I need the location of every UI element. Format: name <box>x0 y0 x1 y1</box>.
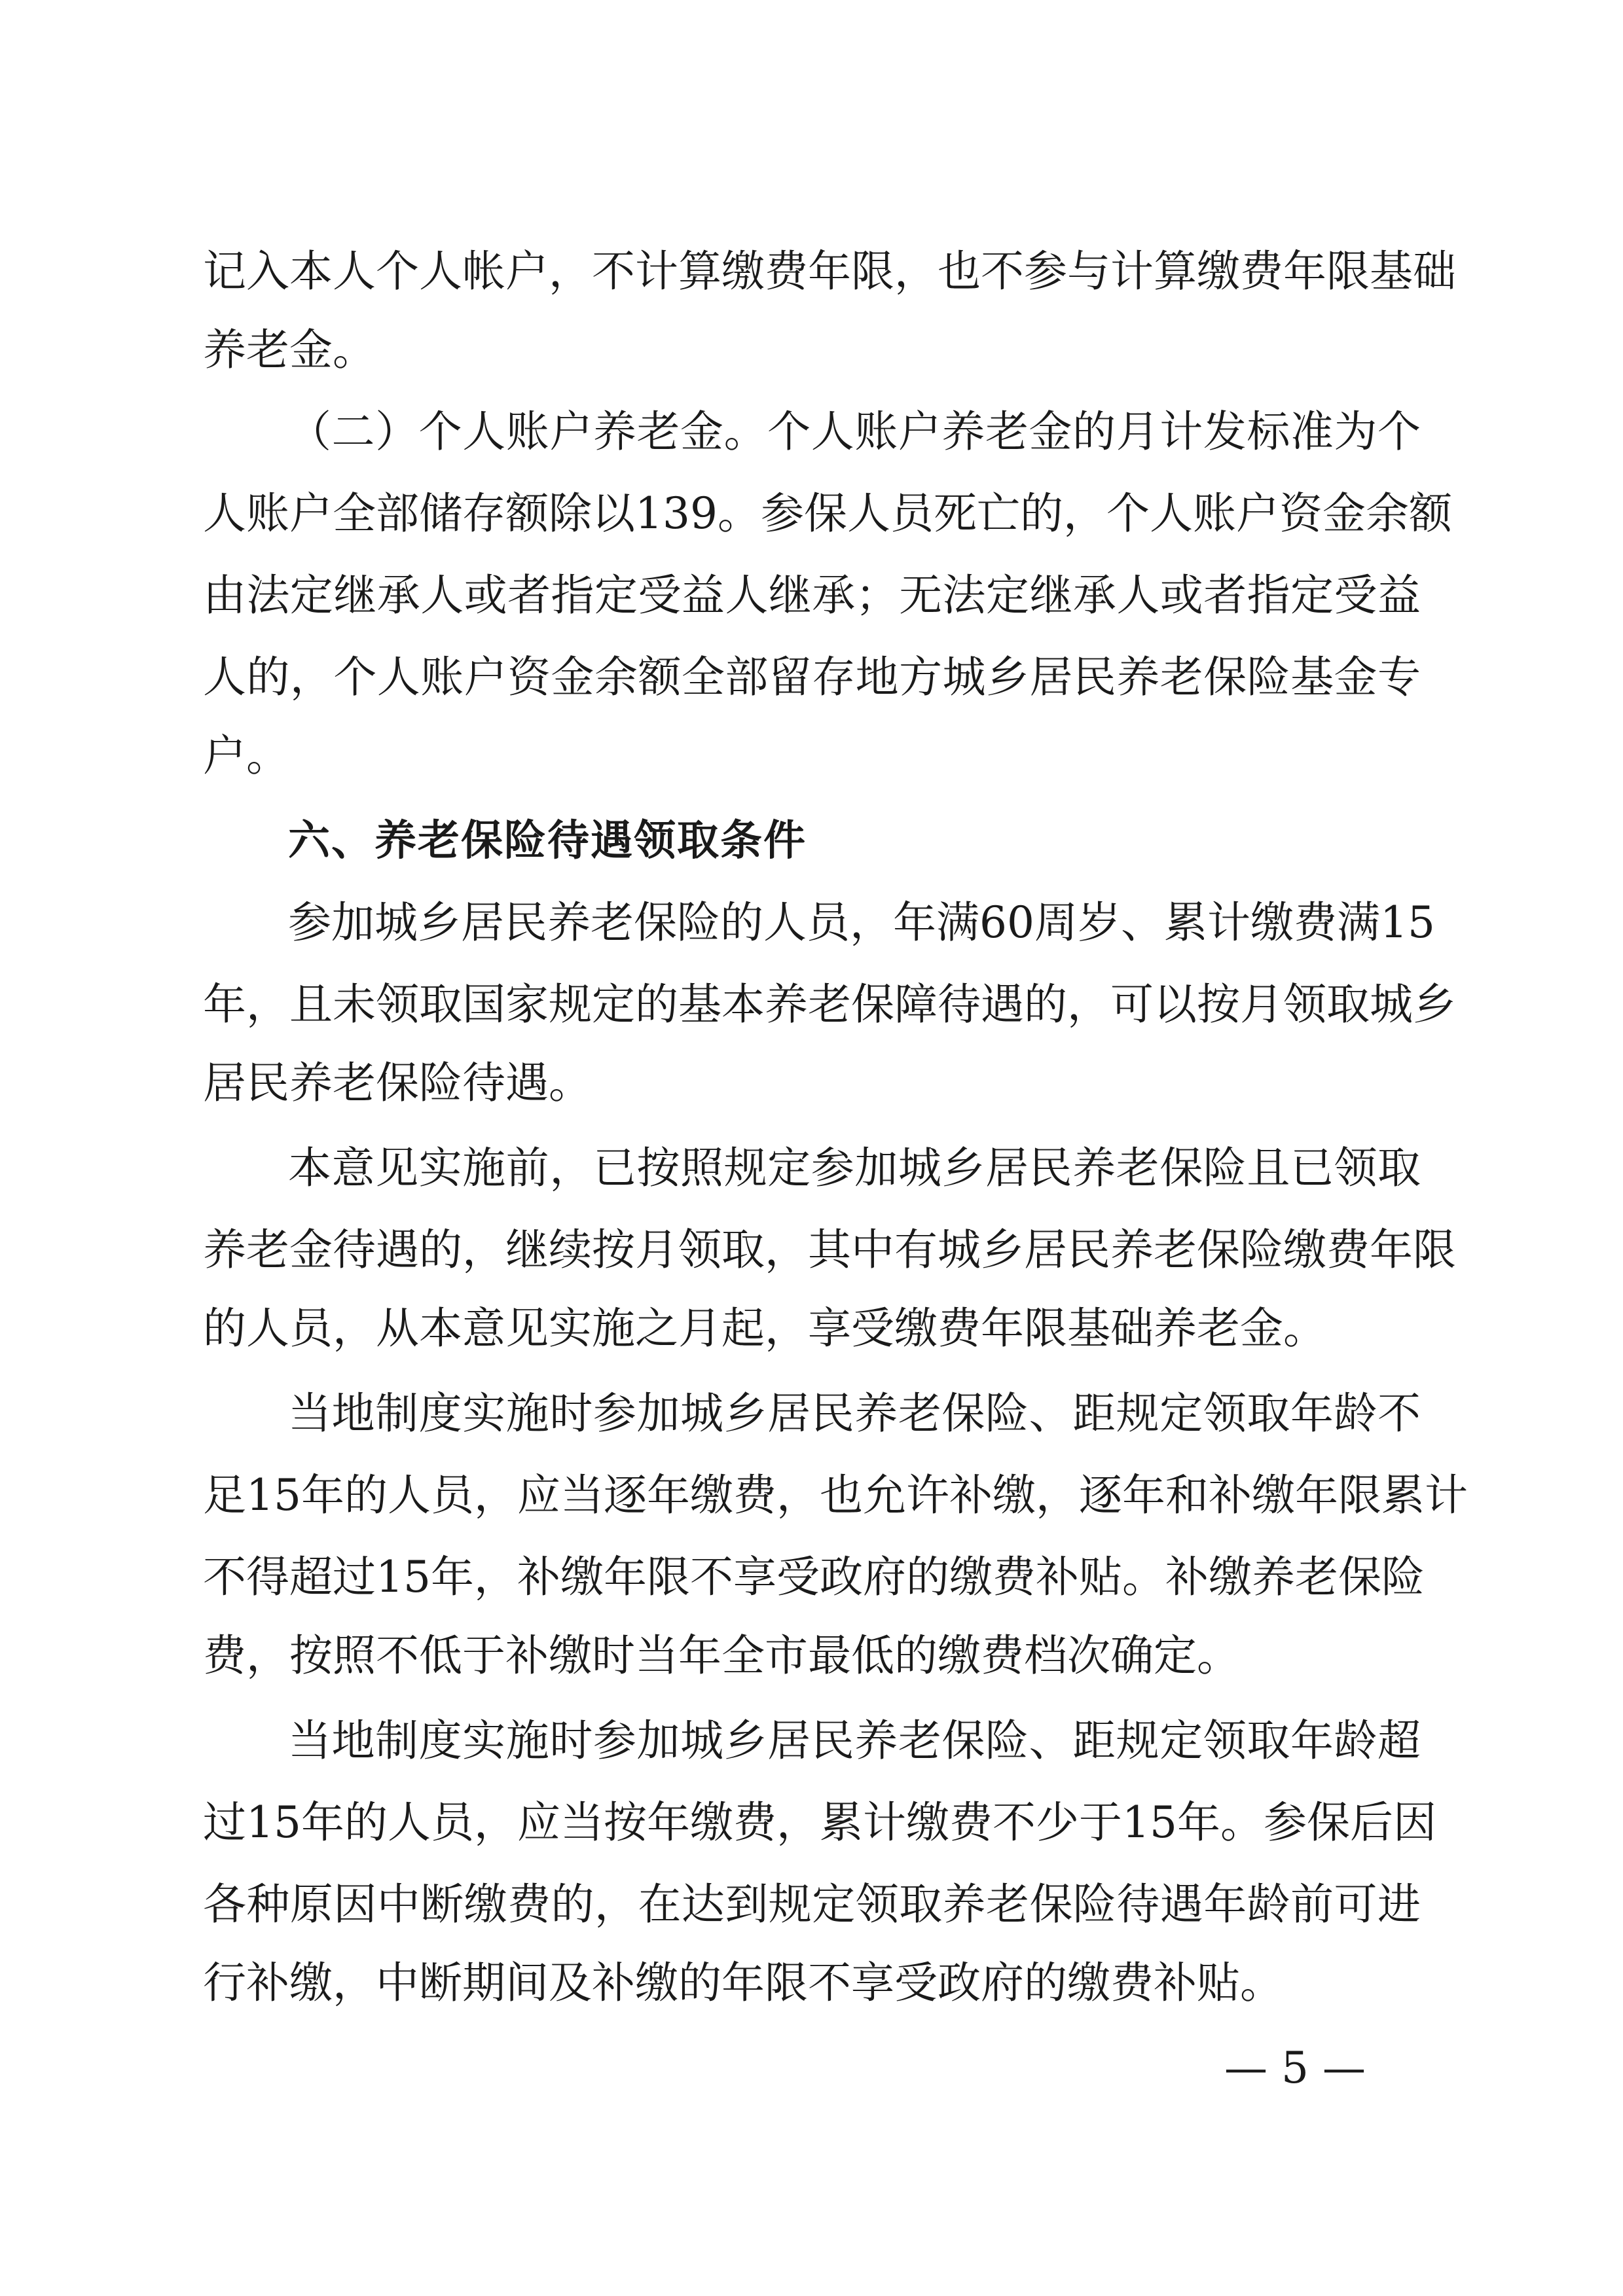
paragraph-line: 本意见实施前，已按照规定参加城乡居民养老保险且已领取 <box>288 1143 1421 1193</box>
paragraph-line: 人的，个人账户资金余额全部留存地方城乡居民养老保险基金专 <box>203 652 1421 702</box>
paragraph-line: 养老金。 <box>203 325 376 375</box>
paragraph-line: 过15年的人员，应当按年缴费，累计缴费不少于15年。参保后因 <box>203 1797 1436 1848</box>
paragraph-line: 记入本人个人帐户，不计算缴费年限，也不参与计算缴费年限基础 <box>203 246 1456 296</box>
paragraph-line: 户。 <box>203 730 289 781</box>
paragraph-line: 由法定继承人或者指定受益人继承；无法定继承人或者指定受益 <box>203 570 1421 620</box>
paragraph-line: 当地制度实施时参加城乡居民养老保险、距规定领取年龄不 <box>288 1388 1421 1439</box>
paragraph-line: 居民养老保险待遇。 <box>203 1058 592 1108</box>
section-heading: 六、养老保险待遇领取条件 <box>288 817 807 865</box>
paragraph-line: 各种原因中断缴费的，在达到规定领取养老保险待遇年龄前可进 <box>203 1879 1421 1929</box>
paragraph-line: 不得超过15年，补缴年限不享受政府的缴费补贴。补缴养老保险 <box>203 1552 1425 1602</box>
paragraph-line: 足15年的人员，应当逐年缴费，也允许补缴，逐年和补缴年限累计 <box>203 1470 1468 1520</box>
paragraph-line: （二）个人账户养老金。个人账户养老金的月计发标准为个 <box>288 406 1421 457</box>
paragraph-line: 参加城乡居民养老保险的人员，年满60周岁、累计缴费满15 <box>288 897 1435 948</box>
paragraph-line: 养老金待遇的，继续按月领取，其中有城乡居民养老保险缴费年限 <box>203 1225 1456 1275</box>
page-number: — 5 — <box>1224 2043 1366 2093</box>
paragraph-line: 的人员，从本意见实施之月起，享受缴费年限基础养老金。 <box>203 1303 1326 1354</box>
paragraph-line: 费，按照不低于补缴时当年全市最低的缴费档次确定。 <box>203 1630 1240 1681</box>
paragraph-line: 当地制度实施时参加城乡居民养老保险、距规定领取年龄超 <box>288 1715 1421 1766</box>
paragraph-line: 行补缴，中断期间及补缴的年限不享受政府的缴费补贴。 <box>203 1958 1283 2008</box>
paragraph-line: 年，且未领取国家规定的基本养老保障待遇的，可以按月领取城乡 <box>203 979 1456 1030</box>
paragraph-line: 人账户全部储存额除以139。参保人员死亡的，个人账户资金余额 <box>203 488 1452 539</box>
